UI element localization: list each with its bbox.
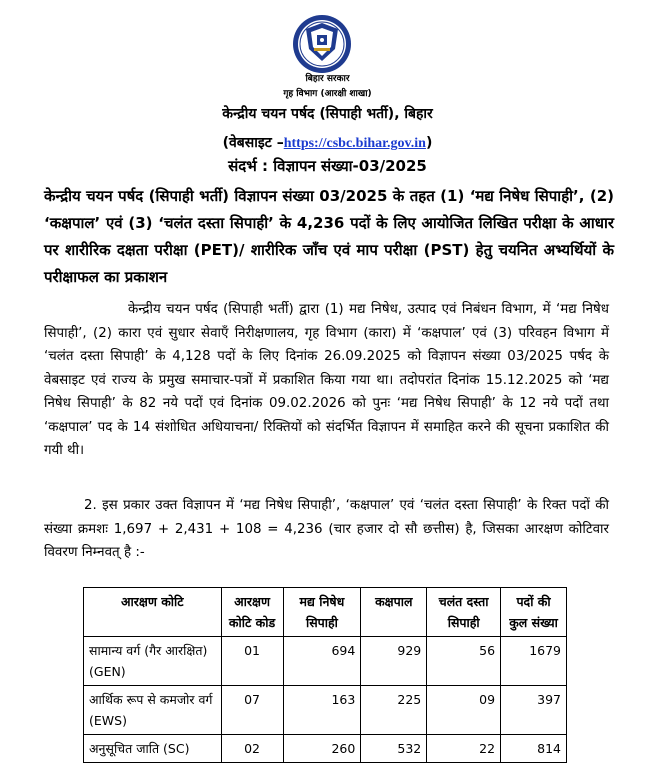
column-header: कक्षपाल (361, 588, 427, 637)
value-cell: 225 (361, 686, 427, 735)
total-cell: 814 (501, 735, 567, 763)
website-link[interactable]: https://csbc.bihar.gov.in (283, 136, 426, 151)
category-cell: अनुसूचित जाति (SC) (84, 735, 222, 763)
value-cell: 09 (427, 686, 501, 735)
column-header: आरक्षण कोटि कोड (221, 588, 283, 637)
paragraph-1: केन्द्रीय चयन पर्षद (सिपाही भर्ती) द्वारा (1) मद्य निषेध, उत्पाद एवं निबंधन विभाग, में ‘मद्य निषेध सिपाही’, (2) कारा एवं सुधार सेवाएँ निरीक्षणालय, गृह विभाग (कारा) में ‘कक्षपाल’ एवं (3) परिवहन विभाग में ‘चलंत दस्ता सिपाही’ के 4,128 पदों के लिए दिनांक 26.09.2025 को विज्ञापन संख्या 03/2025 पर्षद के वेबसाइट एवं राज्य के प्रमुख समाचार-पत्रों में प्रकाशित किया गया था। तदोपरांत दिनांक 15.12.2025 को ‘मद्य निषेध सिपाही’ के 82 नये पदों एवं दिनांक 09.02.2026 को पुनः ‘मद्य निषेध सिपाही’ के 12 नये पदों तथा ‘कक्षपाल’ पद के 14 संशोधित अधियाचना/ रिक्तियों को संदर्भित विज्ञापन में समाहित करने की सूचना प्रकाशित की गयी थी। (44, 302, 609, 458)
table-row (84, 686, 567, 735)
column-header: पदों की कुल संख्या (501, 588, 567, 637)
paragraph-2: 2. इस प्रकार उक्त विज्ञापन में ‘मद्य निषेध सिपाही’, ‘कक्षपाल’ एवं ‘चलंत दस्ता सिपाही’ के रिक्त पदों की संख्या क्रमशः 1,697 + 2,431 + 108 = 4,236 (चार हजार दो सौ छत्तीस) है, जिसका आरक्षण कोटिवार विवरण निम्नवत् है :- (44, 498, 609, 560)
code-cell: 07 (221, 686, 283, 735)
bihar-police-emblem-icon (292, 14, 352, 74)
notice-subject: केन्द्रीय चयन पर्षद (सिपाही भर्ती) विज्ञापन संख्या 03/2025 के तहत (1) ‘मद्य निषेध सिपाही’, (2) ‘कक्षपाल’ एवं (3) ‘चलंत दस्ता सिपाही’ के 4,236 पदों के लिए आयोजित लिखित परीक्षा के आधार पर शारीरिक दक्षता परीक्षा (PET)/ शारीरिक जाँच एवं माप परीक्षा (PST) हेतु चयनित अभ्यर्थियों के परीक्षाफल का प्रकाशन (44, 187, 614, 286)
value-cell: 22 (427, 735, 501, 763)
table-row (84, 735, 567, 763)
column-header: चलंत दस्ता सिपाही (427, 588, 501, 637)
code-cell: 01 (221, 637, 283, 686)
category-cell: आर्थिक रूप से कमजोर वर्ग (EWS) (84, 686, 222, 735)
total-cell: 1679 (501, 637, 567, 686)
website-suffix: ) (425, 135, 433, 151)
value-cell: 532 (361, 735, 427, 763)
website-line (0, 133, 655, 152)
reservation-table (83, 587, 567, 763)
value-cell: 694 (283, 637, 361, 686)
column-header: मद्य निषेध सिपाही (283, 588, 361, 637)
table-header-row (84, 588, 567, 637)
code-cell: 02 (221, 735, 283, 763)
table-row (84, 637, 567, 686)
total-cell: 397 (501, 686, 567, 735)
reference-number: संदर्भ : विज्ञापन संख्या-03/2025 (228, 157, 427, 175)
category-cell: सामान्य वर्ग (गैर आरक्षित) (GEN) (84, 637, 222, 686)
value-cell: 56 (427, 637, 501, 686)
value-cell: 163 (283, 686, 361, 735)
value-cell: 929 (361, 637, 427, 686)
value-cell: 260 (283, 735, 361, 763)
column-header: आरक्षण कोटि (84, 588, 222, 637)
department-name: गृह विभाग (आरक्षी शाखा) (283, 89, 372, 99)
government-name: बिहार सरकार (305, 74, 350, 84)
board-name: केन्द्रीय चयन पर्षद (सिपाही भर्ती), बिहार (222, 106, 433, 122)
website-prefix: (वेबसाइट – (222, 135, 284, 151)
